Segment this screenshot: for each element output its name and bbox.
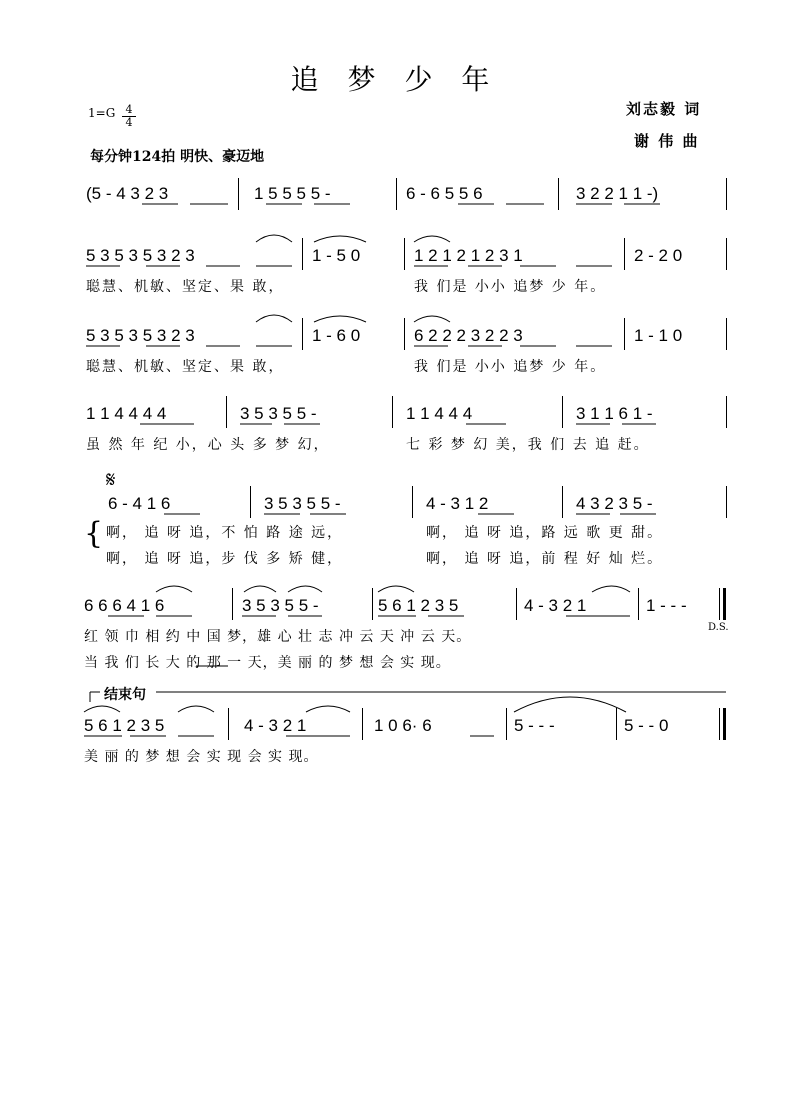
measure-2-2: 1 - 5 0 [312, 246, 361, 265]
measure-5-4: 4 3 2 3 5 - [576, 494, 653, 513]
lyric-6-a: 红 领 巾 相 约 中 国 梦，雄 心 壮 志 冲 云 天 冲 云 天。 [84, 629, 472, 645]
lyric-3-b: 我 们是 小小 追梦 少 年。 [414, 359, 607, 375]
segno-sign: 𝄋 [106, 468, 116, 493]
verse-brace: { [84, 516, 104, 551]
measure-1-4: 3 2 2 1 1 -) [576, 184, 659, 203]
lyric-4-b: 七 彩 梦 幻 美，我 们 去 追 赶。 [406, 437, 650, 453]
measure-3-4: 1 - 1 0 [634, 326, 683, 345]
time-signature-bottom: 4 [125, 116, 133, 129]
lyricist-credit: 刘志毅 词 [626, 100, 702, 118]
measure-6-3: 5 6 1 2 3 5 [378, 596, 459, 615]
measure-5-3: 4 - 3 1 2 [426, 494, 489, 513]
measure-7-5: 5 - - 0 [624, 716, 669, 735]
lyric-4-a: 虽 然 年 纪 小，心 头 多 梦 幻， [86, 437, 330, 453]
measure-7-3: 1 0 6· 6 [374, 716, 432, 735]
measure-6-1: 6 6 6 4 1 6 [84, 596, 165, 615]
measure-5-1: 6 - 4 1 6 [108, 494, 171, 513]
measure-7-4: 5 - - - [514, 716, 555, 735]
measure-4-3: 1 1 4 4 4 [406, 404, 473, 423]
measure-3-1: 5 3 5 3 5 3 2 3 [86, 326, 195, 345]
measure-4-2: 3 5 3 5 5 - [240, 404, 317, 423]
measure-2-1: 5 3 5 3 5 3 2 3 [86, 246, 195, 265]
measure-1-1: (5 - 4 3 2 3 [86, 184, 169, 203]
measure-4-4: 3 1 1 6 1 - [576, 404, 653, 423]
measure-7-1: 5 6 1 2 3 5 [84, 716, 165, 735]
measure-3-2: 1 - 6 0 [312, 326, 361, 345]
measure-1-3: 6 - 6 5 5 6 [406, 184, 483, 203]
measure-7-2: 4 - 3 2 1 [244, 716, 307, 735]
measure-4-1: 1 1 4 4 4 4 [86, 404, 167, 423]
measure-1-2: 1 5 5 5 5 - [254, 184, 331, 203]
lyric-2-a: 聪慧、机敏、坚定、果 敢， [86, 279, 285, 295]
time-signature-top: 4 [122, 104, 136, 117]
song-title: 追 梦 少 年 [290, 63, 500, 96]
measure-6-5: 1 - - - [646, 596, 687, 615]
lyric-5-a: 啊， 追 呀 追，不 怕 路 途 远， [106, 525, 344, 541]
lyric-5-b: 啊， 追 呀 追，路 远 歌 更 甜。 [426, 525, 664, 541]
tempo-marking: 每分钟124拍 明快、豪迈地 [90, 149, 265, 165]
lyric-5-d: 啊， 追 呀 追，前 程 好 灿 烂。 [426, 551, 664, 567]
dal-segno-mark: D.S. [708, 622, 729, 633]
measure-5-2: 3 5 3 5 5 - [264, 494, 341, 513]
measure-6-2: 3 5 3 5 5 - [242, 596, 319, 615]
lyric-3-a: 聪慧、机敏、坚定、果 敢， [86, 359, 285, 375]
lyric-2-b: 我 们是 小小 追梦 少 年。 [414, 279, 607, 295]
lyric-6-b: 当 我 们 长 大 的 那 一 天，美 丽 的 梦 想 会 实 现。 [84, 655, 451, 671]
key-signature: 1=G [88, 106, 116, 120]
measure-2-3: 1 2 1 2 1 2 3 1 [414, 246, 523, 265]
coda-label: 结束句 [104, 687, 146, 703]
measure-6-4: 4 - 3 2 1 [524, 596, 587, 615]
lyric-7-a: 美 丽 的 梦 想 会 实 现 会 实 现。 [84, 749, 319, 765]
composer-credit: 谢 伟 曲 [634, 132, 700, 150]
measure-2-4: 2 - 2 0 [634, 246, 683, 265]
measure-3-3: 6 2 2 2 3 2 2 3 [414, 326, 523, 345]
lyric-5-c: 啊， 追 呀 追，步 伐 多 矫 健， [106, 551, 344, 567]
